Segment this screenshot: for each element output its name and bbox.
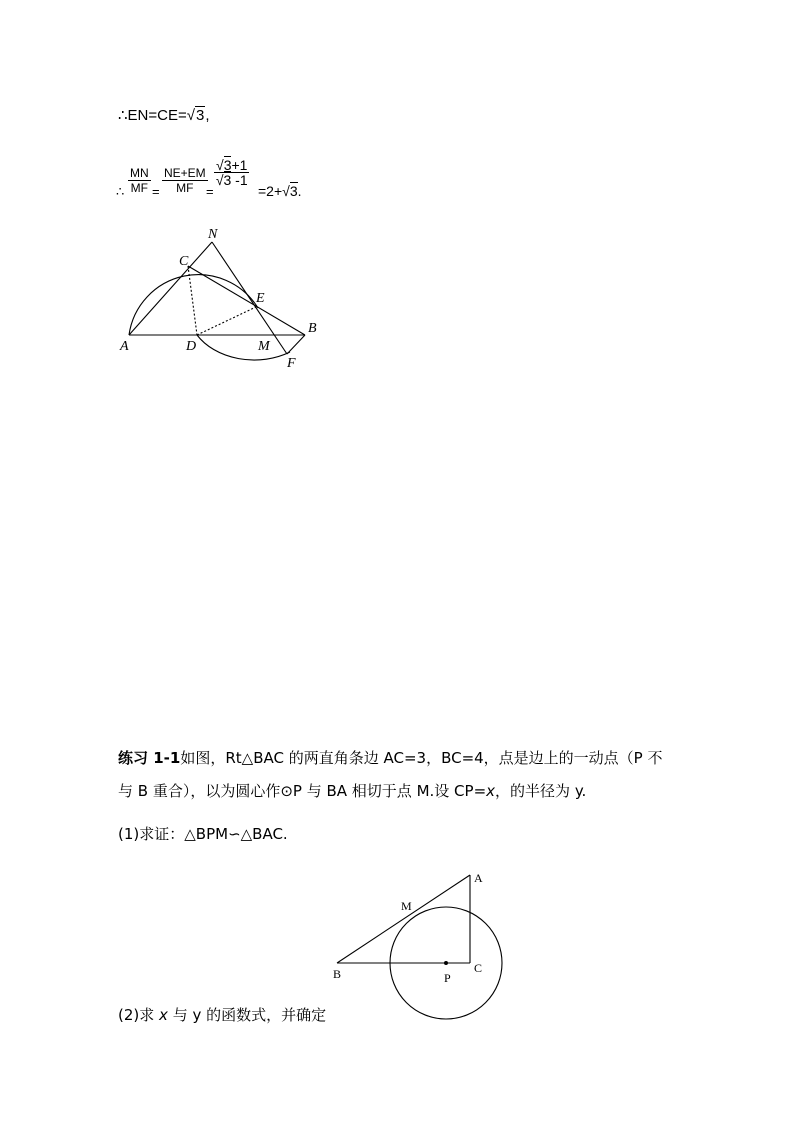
sqrt-3: √3 [186,107,205,124]
dashed-de [197,306,258,335]
exercise-title: 练习 1-1 [118,749,181,767]
upper-arc [129,275,258,335]
therefore-symbol: ∴ [116,184,125,199]
line-cb [188,266,305,335]
label-c: C [179,254,189,269]
line-fb [287,335,305,354]
question-2: (2)求 x 与 y 的函数式，并确定 [118,1006,327,1024]
line-ba [337,875,470,963]
fraction-mn-mf: $\frac{MN}{MF}$ [130,166,149,195]
center-point-p [444,961,448,965]
label-e: E [256,291,265,306]
label-a: A [120,339,129,354]
label-f: F [287,356,296,371]
eq1-prefix: ∴EN=CE= [118,107,187,124]
fraction-ne-em-mf: $\frac{NE+EM}{MF}$ [164,166,206,195]
label-p2: P [444,971,451,985]
label-d: D [186,339,197,354]
line-nf [212,242,287,354]
label-m: M [258,339,270,354]
equation-mn-mf: ∴ $\frac{MN}{MF}$ = $\frac{NE+EM}{MF}$ = $\frac{√3+1}{√3 -1}$ =2+√3. [116,157,302,199]
geometry-figure-2 [325,860,515,1025]
geometry-figure-1 [110,222,330,372]
label-b: B [308,321,317,336]
label-m2: M [401,899,412,913]
exercise-line-2: 与 B 重合），以为圆心作⊙P 与 BA 相切于点 M.设 CP=x，的半径为 y. [118,782,587,800]
lower-arc [197,335,290,360]
line-an [129,242,212,335]
dashed-cd [188,266,197,335]
label-n: N [208,227,218,242]
exercise-line-1: 练习 1-1如图，Rt△BAC 的两直角条边 AC=3，BC=4，点是边上的一动点（P 不 [118,749,663,767]
label-c2: C [474,961,483,975]
label-a2: A [474,871,483,885]
label-b2: B [333,967,342,981]
result: =2+√3. [258,183,302,199]
fraction-sqrt3: $\frac{√3+1}{√3 -1}$ [215,157,248,188]
question-1: (1)求证：△BPM∽△BAC. [118,825,288,843]
equation-en-ce: ∴EN=CE=√3, [118,107,210,124]
